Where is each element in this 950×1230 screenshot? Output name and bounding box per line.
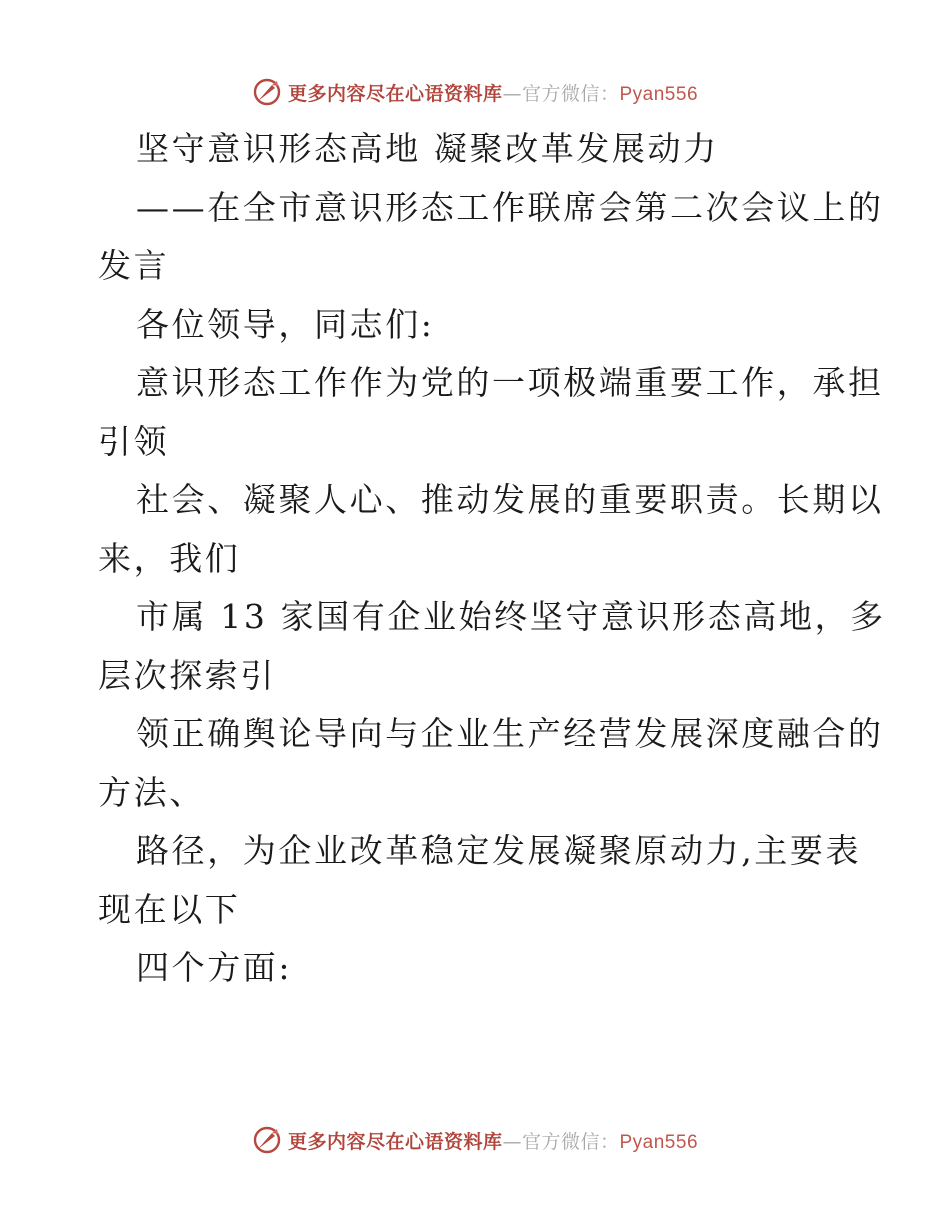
quill-logo-icon bbox=[252, 1125, 282, 1155]
document-subtitle: ——在全市意识形态工作联席会第二次会议上的 bbox=[136, 187, 884, 227]
quill-logo-icon bbox=[252, 77, 282, 107]
paragraph-line: 来，我们 bbox=[98, 538, 241, 578]
paragraph-line: 四个方面: bbox=[136, 948, 293, 987]
watermark-dash: — bbox=[502, 82, 522, 105]
watermark-id: Pyan556 bbox=[619, 83, 699, 105]
watermark-text bbox=[288, 79, 698, 106]
watermark-text bbox=[288, 1127, 698, 1154]
watermark-main: 更多内容尽在心语资料库 bbox=[287, 1130, 503, 1153]
watermark-sub: 官方微信： bbox=[521, 1130, 620, 1153]
paragraph-line: 路径，为企业改革稳定发展凝聚原动力,主要表 bbox=[136, 831, 862, 870]
watermark-id: Pyan556 bbox=[619, 1131, 699, 1153]
paragraph-line: 方法、 bbox=[98, 772, 205, 812]
watermark-main: 更多内容尽在心语资料库 bbox=[287, 82, 503, 105]
footer-watermark bbox=[0, 1120, 950, 1160]
paragraph-line: 领正确舆论导向与企业生产经营发展深度融合的 bbox=[136, 714, 884, 753]
document-title: 坚守意识形态高地 凝聚改革发展动力 bbox=[136, 129, 719, 168]
paragraph-line: 市属 13 家国有企业始终坚守意识形态高地，多 bbox=[136, 597, 886, 636]
paragraph-line: 社会、凝聚人心、推动发展的重要职责。长期以 bbox=[136, 480, 884, 519]
paragraph-line: 现在以下 bbox=[98, 889, 241, 929]
document-body bbox=[98, 120, 886, 998]
paragraph-line: 意识形态工作作为党的一项极端重要工作，承担 bbox=[136, 363, 884, 402]
salutation: 各位领导，同志们: bbox=[136, 304, 435, 344]
paragraph-line: 引领 bbox=[98, 421, 170, 461]
header-watermark bbox=[0, 72, 950, 112]
watermark-dash: — bbox=[502, 1130, 522, 1153]
paragraph-line: 层次探索引 bbox=[98, 655, 276, 695]
watermark-sub: 官方微信： bbox=[521, 82, 620, 105]
document-subtitle-cont: 发言 bbox=[98, 246, 170, 285]
